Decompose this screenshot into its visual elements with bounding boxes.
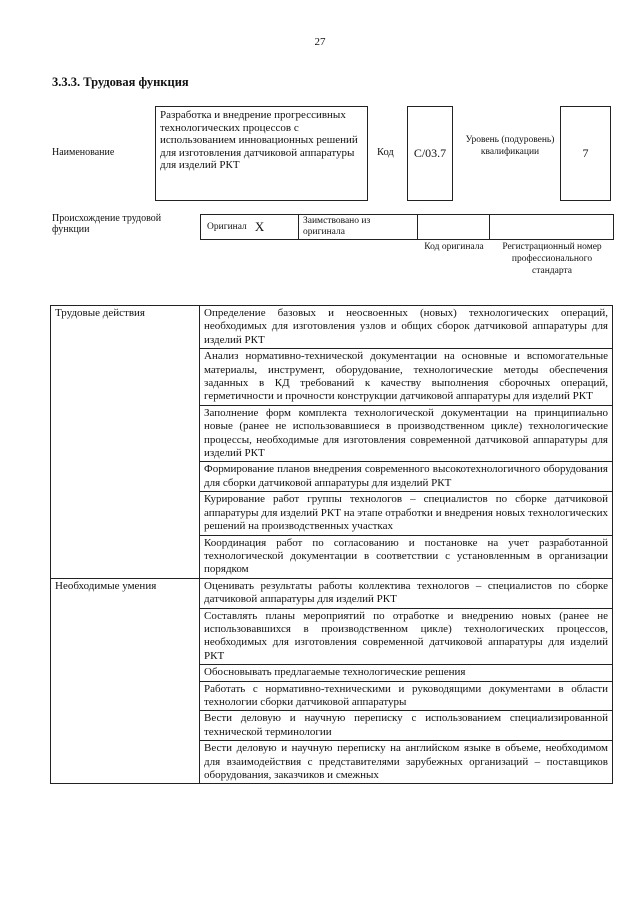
function-table [50,305,613,784]
level-label: Уровень (подуровень) квалификации [465,135,555,157]
action-item: Определение базовых и неосвоенных (новых) технологических операций, необходимых для изготовления узлов и общих сборок датчиковой аппаратуры для изделий РКТ [200,306,613,349]
skill-item: Обосновывать предлагаемые технологические решения [200,665,613,681]
section-title: 3.3.3. Трудовая функция [52,75,189,89]
reg-caption: Регистрационный номер профессионального стандарта [502,242,602,276]
action-item: Формирование планов внедрения современного высокотехнологичного оборудования для сборки датчиковой аппаратуры для изделий РКТ [200,462,613,492]
action-item: Координация работ по согласованию и постановке на учет разработанной технологической документации в соответствии с установленным в организации порядком [200,535,613,578]
origin-label: Происхождение трудовой функции [52,213,162,235]
actions-label: Трудовые действия [51,306,200,579]
skill-item: Вести деловую и научную переписку с использованием специализированной технической терминологии [200,711,613,741]
skill-item: Оценивать результаты работы коллектива технологов – специалистов по сборке датчиковой аппаратуры для изделий РКТ [200,578,613,608]
page-number: 27 [314,36,326,48]
code-value-box: С/03.7 [407,106,453,201]
action-item: Заполнение форм комплекта технологической документации на принципиально новые (ранее не использовавшиеся в производственном цикле) технологические процессы, необходимые для изготовления современной датчиковой аппаратуры для изделий РКТ [200,405,613,462]
skill-item: Вести деловую и научную переписку на английском языке в объеме, необходимом для взаимодействия с представителями зарубежных организаций – поставщиков оборудования, заказчиков и смежных [200,741,613,784]
skills-label: Необходимые умения [51,578,200,784]
table-row [51,306,613,349]
name-label: Наименование [52,147,115,158]
origin-code-cell [418,215,490,239]
original-label: Оригинал [207,222,247,232]
code-label: Код [377,147,394,158]
skill-item: Работать с нормативно-техническими и руководящими документами в области технологии сборки датчиковой аппаратуры [200,681,613,711]
code-caption: Код оригинала [424,242,484,252]
skill-item: Составлять планы мероприятий по отработке и внедрению новых (ранее не использовавшихся в производственном цикле) технологических процессов, необходимых для изготовления современной датчиковой аппаратуры для изделий РКТ [200,608,613,665]
origin-table [200,214,614,240]
origin-original-cell [201,215,299,239]
table-row [51,578,613,608]
origin-reg-cell [490,215,613,239]
level-value-box: 7 [560,106,611,201]
borrowed-label: Заимствовано из оригинала [299,215,418,239]
action-item: Анализ нормативно-технической документации на основные и вспомогательные материалы, инструмент, оборудование, технологические методы обеспечения заданных в КД требований к качеству выполнения сборочных операций, герметичности и прочности конструкции датчиковой аппаратуры для изделий РКТ [200,349,613,406]
original-mark: X [254,219,265,234]
function-name-box: Разработка и внедрение прогрессивных технологических процессов с использованием инновационных решений для изготовления датчиковой аппаратуры для изделий РКТ [155,106,368,201]
action-item: Курирование работ группы технологов – специалистов по сборке датчиковой аппаратуры для изделий РКТ на этапе отработки и внедрения новых технологических решений на производственных участках [200,492,613,535]
